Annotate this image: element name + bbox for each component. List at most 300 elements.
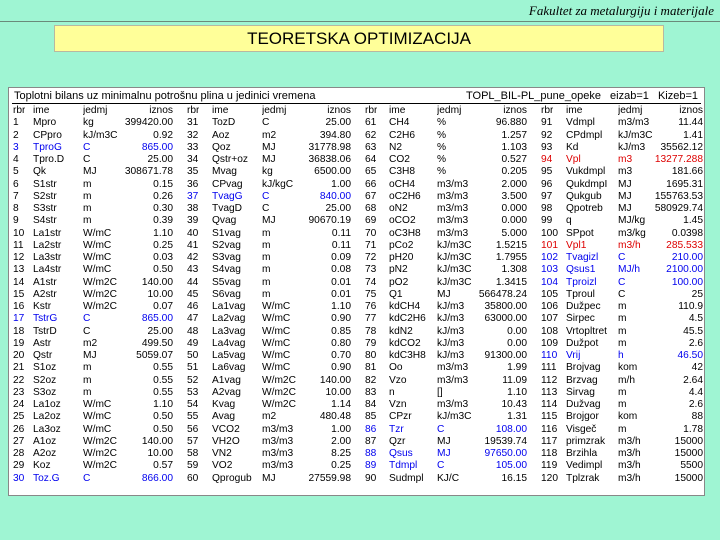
cell-ime: Tpro.D (33, 154, 65, 165)
table-row (13, 154, 702, 166)
cell-rbr: 93 (541, 141, 553, 153)
cell-iznos: 1.308 (501, 264, 527, 276)
cell-jedmj: m3/m3 (437, 178, 469, 190)
cell-jedmj: m3/h (618, 448, 641, 459)
cell-iznos: 1.10 (153, 227, 173, 239)
cell-iznos: 210.00 (671, 252, 703, 263)
cell-rbr: 95 (541, 166, 553, 178)
cell-iznos: 0.15 (153, 178, 173, 190)
cell-iznos: 0.90 (331, 313, 351, 325)
cell-iznos: 0.01 (331, 276, 351, 288)
cell-jedmj: W/mC (262, 337, 291, 349)
cell-ime: Tplzrak (566, 472, 600, 484)
cell-ime: Qvag (212, 215, 237, 227)
cell-iznos: 0.07 (153, 301, 173, 312)
table-row (13, 191, 702, 203)
cell-iznos: 15000 (674, 472, 703, 484)
cell-jedmj: MJ (437, 288, 451, 300)
cell-iznos: 88 (691, 411, 703, 423)
cell-rbr: 98 (541, 203, 553, 214)
cell-jedmj: W/mC (262, 325, 291, 337)
cell-rbr: 5 (13, 166, 19, 178)
cell-ime: S2oz (33, 374, 57, 386)
cell-ime: pN2 (389, 264, 408, 276)
cell-jedmj: m2 (262, 129, 277, 141)
cell-rbr: 85 (365, 411, 377, 423)
cell-ime: primzrak (566, 435, 606, 447)
cell-jedmj: C (83, 141, 91, 153)
cell-ime: Tproizl (566, 276, 597, 288)
cell-jedmj: kJ/m3 (437, 301, 465, 312)
cell-rbr: 87 (365, 435, 377, 447)
cell-ime: Vukdmpl (566, 166, 606, 178)
cell-jedmj: C (437, 423, 445, 435)
cell-iznos: 0.70 (331, 350, 351, 361)
cell-iznos: 91300.00 (484, 350, 527, 361)
cell-rbr: 100 (541, 227, 558, 239)
cell-iznos: 110.9 (678, 301, 703, 312)
cell-ime: Brzvag (566, 374, 598, 386)
cell-jedmj: m2 (262, 411, 277, 423)
cell-ime: Tzr (389, 423, 404, 435)
cell-iznos: 90670.19 (308, 215, 351, 227)
cell-jedmj: kJ/m3C (437, 264, 472, 276)
table-row (13, 338, 702, 350)
cell-rbr: 80 (365, 350, 377, 361)
table-row (13, 215, 702, 227)
cell-ime: CO2 (389, 154, 410, 165)
cell-jedmj: kJ/m3 (437, 313, 465, 325)
table-row (13, 473, 702, 485)
cell-jedmj: W/m2C (262, 374, 296, 386)
cell-rbr: 29 (13, 460, 25, 472)
cell-jedmj: m/h (618, 374, 635, 386)
cell-rbr: 49 (187, 337, 199, 349)
cell-jedmj: m3/m3 (262, 435, 294, 447)
cell-rbr: 33 (187, 141, 199, 153)
cell-jedmj: m3/m3 (618, 117, 650, 129)
cell-ime: oN2 (389, 203, 408, 214)
cell-ime: Kstr (33, 301, 52, 312)
cell-iznos: 3.500 (501, 190, 527, 202)
cell-jedmj: kg (262, 166, 273, 178)
table-row (13, 387, 702, 399)
cell-ime: Mvag (212, 166, 237, 178)
cell-iznos: 13277.288 (654, 154, 703, 165)
cell-iznos: 1.78 (683, 423, 703, 435)
cell-rbr: 83 (365, 386, 377, 398)
table-row (13, 301, 702, 313)
cell-ime: La2str (33, 239, 62, 251)
cell-iznos: 1.14 (331, 399, 351, 410)
cell-jedmj: kJ/m3C (83, 129, 118, 141)
cell-ime: oCH4 (389, 178, 416, 190)
cell-iznos: 0.25 (153, 239, 173, 251)
cell-rbr: 106 (541, 301, 558, 312)
cell-iznos: 0.50 (153, 264, 173, 276)
cell-ime: SPpot (566, 227, 594, 239)
cell-rbr: 69 (365, 215, 377, 227)
cell-jedmj: C (262, 190, 270, 202)
cell-ime: La4str (33, 264, 62, 276)
cell-jedmj: m3/m3 (437, 203, 469, 214)
cell-jedmj: m (262, 227, 271, 239)
table-row (13, 375, 702, 387)
data-grid (13, 105, 702, 485)
cell-ime: ime (389, 105, 406, 116)
cell-ime: kdC3H8 (389, 350, 426, 361)
cell-iznos: 36838.06 (308, 154, 351, 165)
cell-ime: kdN2 (389, 325, 413, 337)
cell-ime: N2 (389, 141, 403, 153)
cell-iznos: 16.15 (501, 472, 527, 484)
cell-ime: Q1 (389, 288, 403, 300)
cell-jedmj: m (83, 215, 92, 227)
cell-rbr: 103 (541, 264, 558, 276)
cell-ime: Qpotreb (566, 203, 603, 214)
cell-ime: A2vag (212, 386, 241, 398)
cell-ime: Qstr (33, 350, 53, 361)
cell-jedmj: m3/m3 (437, 227, 469, 239)
cell-iznos: 0.00 (507, 337, 527, 349)
cell-rbr: 52 (187, 374, 199, 386)
spreadsheet-panel (8, 87, 705, 496)
cell-ime: La3str (33, 252, 62, 263)
cell-jedmj: MJ (618, 190, 632, 202)
cell-rbr: 61 (365, 117, 377, 129)
cell-iznos: 1.103 (501, 141, 527, 153)
cell-jedmj: jedmj (618, 105, 643, 116)
sheet-file-label: TOPL_BIL-PL_pune_opeke (466, 90, 601, 102)
cell-rbr: 12 (13, 252, 25, 263)
cell-iznos: 19539.74 (484, 435, 527, 447)
cell-ime: La3oz (33, 423, 61, 435)
cell-ime: kdCH4 (389, 301, 421, 312)
cell-jedmj: W/m2C (83, 460, 117, 472)
table-row (13, 411, 702, 423)
cell-rbr: 81 (365, 362, 377, 374)
cell-rbr: 34 (187, 154, 199, 165)
cell-ime: Mpro (33, 117, 57, 129)
cell-iznos: 35562.12 (660, 141, 703, 153)
header-divider (0, 21, 720, 22)
cell-jedmj: W/mC (83, 264, 112, 276)
cell-iznos: iznos (327, 105, 351, 116)
cell-rbr: 58 (187, 448, 199, 459)
cell-rbr: 101 (541, 239, 558, 251)
cell-rbr: 8 (13, 203, 19, 214)
cell-rbr: 27 (13, 435, 25, 447)
cell-jedmj: MJ (83, 350, 97, 361)
cell-rbr: 53 (187, 386, 199, 398)
cell-jedmj: m3/kg (618, 227, 646, 239)
cell-ime: VO2 (212, 460, 233, 472)
cell-rbr: 74 (365, 276, 377, 288)
cell-jedmj: m (618, 313, 627, 325)
cell-iznos: 1695.31 (666, 178, 703, 190)
cell-ime: CPpro (33, 129, 62, 141)
cell-ime: Vzn (389, 399, 407, 410)
cell-jedmj: % (437, 154, 447, 165)
cell-jedmj: m3/m3 (262, 448, 294, 459)
cell-ime: CPzr (389, 411, 412, 423)
table-row (13, 448, 702, 460)
cell-ime: Kvag (212, 399, 236, 410)
cell-rbr: 30 (13, 472, 25, 484)
cell-ime: La5vag (212, 350, 246, 361)
cell-iznos: 0.09 (331, 252, 351, 263)
cell-jedmj: kJ/m3C (437, 252, 472, 263)
cell-rbr: 23 (13, 386, 25, 398)
cell-rbr: 15 (13, 288, 25, 300)
cell-iznos: 2.000 (501, 178, 527, 190)
cell-jedmj: MJ (262, 141, 276, 153)
cell-jedmj: kJ/m3 (437, 350, 465, 361)
cell-jedmj: m (262, 252, 271, 263)
cell-ime: S6vag (212, 288, 241, 300)
cell-iznos: 0.55 (153, 362, 173, 374)
cell-rbr: 67 (365, 190, 377, 202)
cell-ime: Qukgub (566, 190, 602, 202)
cell-iznos: 499.50 (141, 337, 173, 349)
cell-rbr: rbr (13, 105, 26, 116)
table-row (13, 424, 702, 436)
cell-rbr: 40 (187, 227, 199, 239)
cell-iznos: 0.39 (153, 215, 173, 227)
table-row (13, 399, 702, 411)
cell-iznos: 10.00 (325, 386, 351, 398)
cell-ime: S1vag (212, 227, 241, 239)
cell-rbr: 46 (187, 301, 199, 312)
cell-ime: oC3H8 (389, 227, 421, 239)
cell-jedmj: W/mC (262, 362, 291, 374)
cell-jedmj: C (83, 313, 91, 325)
cell-rbr: 65 (365, 166, 377, 178)
table-row (13, 203, 702, 215)
cell-iznos: 10.00 (147, 448, 173, 459)
cell-jedmj: m3/m3 (437, 362, 469, 374)
cell-iznos: 0.11 (331, 227, 351, 239)
cell-iznos: 31778.98 (308, 141, 351, 153)
cell-jedmj: kJ/m3C (437, 239, 472, 251)
cell-jedmj: m (618, 386, 627, 398)
cell-jedmj: kJ/m3 (437, 337, 465, 349)
sheet-divider (12, 103, 701, 104)
cell-jedmj: % (437, 117, 447, 129)
sheet-kizeb: Kizeb=1 (657, 90, 698, 102)
table-row (13, 436, 702, 448)
cell-iznos: 63000.00 (484, 313, 527, 325)
cell-rbr: 66 (365, 178, 377, 190)
cell-jedmj: W/mC (262, 301, 291, 312)
cell-jedmj: C (262, 203, 270, 214)
cell-ime: VCO2 (212, 423, 240, 435)
cell-ime: Vrij (566, 350, 581, 361)
cell-iznos: 25 (691, 288, 703, 300)
cell-rbr: 10 (13, 227, 25, 239)
cell-jedmj: MJ (618, 178, 632, 190)
cell-rbr: 21 (13, 362, 25, 374)
cell-rbr: 37 (187, 190, 199, 202)
cell-iznos: 105.00 (495, 460, 527, 472)
cell-jedmj: kJ/kgC (262, 178, 294, 190)
cell-jedmj: m (83, 203, 92, 214)
cell-rbr: 120 (541, 472, 558, 484)
cell-ime: Qsus (389, 448, 413, 459)
cell-ime: Brzihla (566, 448, 598, 459)
cell-rbr: 47 (187, 313, 199, 325)
cell-iznos: 1.00 (331, 178, 351, 190)
cell-ime: TstrG (33, 313, 58, 325)
cell-jedmj: MJ (437, 448, 451, 459)
cell-ime: ime (566, 105, 583, 116)
cell-jedmj: MJ (262, 472, 276, 484)
cell-iznos: 2100.00 (666, 264, 703, 276)
cell-iznos: 1.00 (331, 423, 351, 435)
cell-rbr: 63 (365, 141, 377, 153)
cell-rbr: 42 (187, 252, 199, 263)
cell-jedmj: kJ/m3C (437, 411, 472, 423)
cell-iznos: 0.85 (331, 325, 351, 337)
cell-iznos: 155763.53 (654, 190, 703, 202)
cell-jedmj: MJ (83, 166, 97, 178)
cell-iznos: 0.205 (501, 166, 527, 178)
cell-rbr: 86 (365, 423, 377, 435)
table-row (13, 289, 702, 301)
cell-ime: Vzo (389, 374, 407, 386)
cell-ime: S3oz (33, 386, 57, 398)
cell-rbr: 28 (13, 448, 25, 459)
cell-jedmj: kom (618, 411, 638, 423)
sheet-status (460, 90, 698, 102)
cell-iznos: 0.00 (507, 325, 527, 337)
cell-rbr: 97 (541, 190, 553, 202)
cell-ime: CPvag (212, 178, 243, 190)
cell-iznos: 8.25 (331, 448, 351, 459)
cell-ime: VN2 (212, 448, 232, 459)
cell-rbr: 117 (541, 435, 558, 447)
cell-ime: Vedimpl (566, 460, 603, 472)
cell-jedmj: m (262, 264, 271, 276)
cell-jedmj: W/m2C (83, 435, 117, 447)
cell-iznos: 0.11 (331, 239, 351, 251)
cell-iznos: 2.64 (683, 374, 703, 386)
cell-rbr: 39 (187, 215, 199, 227)
header-row (13, 105, 702, 117)
cell-iznos: 480.48 (319, 411, 351, 423)
cell-iznos: 11.09 (502, 374, 527, 386)
cell-jedmj: W/mC (83, 239, 112, 251)
cell-ime: S2str (33, 190, 57, 202)
cell-rbr: rbr (187, 105, 200, 116)
cell-jedmj: MJ/kg (618, 215, 646, 227)
cell-jedmj: W/mC (83, 252, 112, 263)
cell-jedmj: m (83, 374, 92, 386)
table-row (13, 326, 702, 338)
cell-jedmj: W/m2C (83, 301, 117, 312)
cell-jedmj: m3 (618, 154, 633, 165)
cell-ime: n (389, 386, 395, 398)
cell-ime: TstrD (33, 325, 57, 337)
cell-iznos: 108.00 (495, 423, 527, 435)
cell-ime: ime (212, 105, 229, 116)
cell-jedmj: jedmj (437, 105, 462, 116)
cell-jedmj: C (83, 154, 91, 165)
cell-ime: Vrtopltret (566, 325, 607, 337)
cell-iznos: 1.7955 (495, 252, 527, 263)
cell-iznos: 35800.00 (484, 301, 527, 312)
cell-rbr: 16 (13, 301, 25, 312)
cell-ime: La3vag (212, 325, 246, 337)
cell-rbr: 24 (13, 399, 25, 410)
cell-ime: Toz.G (33, 472, 60, 484)
cell-rbr: 116 (541, 423, 558, 435)
cell-ime: Dužpot (566, 337, 599, 349)
cell-jedmj: W/mC (83, 423, 112, 435)
cell-iznos: 0.000 (501, 215, 527, 227)
cell-ime: S1oz (33, 362, 57, 374)
cell-jedmj: % (437, 141, 447, 153)
cell-iznos: 1.99 (507, 362, 527, 374)
cell-rbr: 104 (541, 276, 558, 288)
cell-rbr: 115 (541, 411, 558, 423)
cell-ime: Qprogub (212, 472, 252, 484)
cell-jedmj: m (83, 190, 92, 202)
cell-rbr: 109 (541, 337, 558, 349)
cell-iznos: 0.50 (153, 423, 173, 435)
cell-rbr: 102 (541, 252, 558, 263)
cell-rbr: 112 (541, 374, 558, 386)
cell-iznos: iznos (679, 105, 703, 116)
cell-jedmj: C (618, 288, 626, 300)
cell-iznos: 0.90 (331, 362, 351, 374)
cell-jedmj: W/m2C (83, 288, 117, 300)
cell-jedmj: % (437, 129, 447, 141)
cell-iznos: 0.50 (153, 411, 173, 423)
cell-iznos: 285.533 (666, 239, 703, 251)
cell-rbr: 43 (187, 264, 199, 276)
cell-ime: La6vag (212, 362, 246, 374)
cell-rbr: 56 (187, 423, 199, 435)
cell-ime: Vpl1 (566, 239, 587, 251)
cell-ime: Qzr (389, 435, 406, 447)
cell-jedmj: W/m2C (83, 276, 117, 288)
cell-rbr: 91 (541, 117, 553, 129)
cell-jedmj: h (618, 350, 624, 361)
cell-ime: Koz (33, 460, 51, 472)
cell-iznos: 866.00 (141, 472, 173, 484)
cell-ime: Tproul (566, 288, 595, 300)
cell-rbr: 1 (13, 117, 19, 129)
cell-iznos: 0.08 (331, 264, 351, 276)
cell-ime: Vdmpl (566, 117, 595, 129)
cell-rbr: 48 (187, 325, 199, 337)
cell-iznos: iznos (503, 105, 527, 116)
cell-iznos: 1.10 (507, 386, 527, 398)
cell-jedmj: W/mC (262, 350, 291, 361)
table-row (13, 117, 702, 129)
cell-jedmj: kJ/m3 (437, 325, 465, 337)
cell-ime: La1vag (212, 301, 246, 312)
cell-rbr: 35 (187, 166, 199, 178)
cell-iznos: 865.00 (141, 141, 173, 153)
cell-jedmj: m3/m3 (437, 399, 469, 410)
cell-iznos: 1.10 (331, 301, 351, 312)
cell-iznos: 0.55 (153, 386, 173, 398)
table-row (13, 252, 702, 264)
cell-iznos: 140.00 (141, 435, 173, 447)
cell-iznos: 6500.00 (314, 166, 351, 178)
